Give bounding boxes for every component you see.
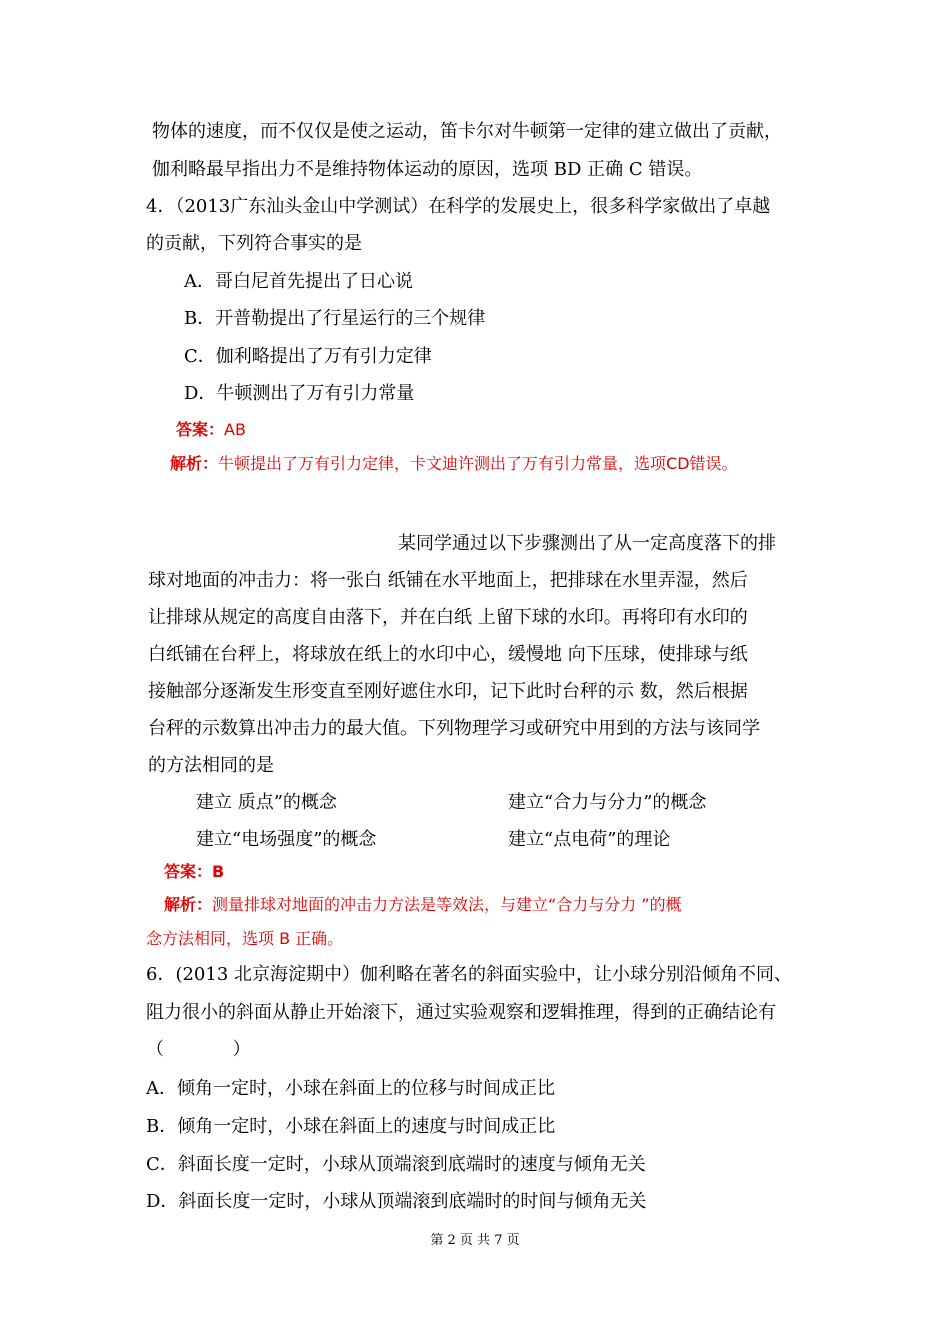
q5-stem-line-2: 球对地面的冲击力：将一张白 纸铺在水平地面上，把排球在水里弄湿，然后: [148, 570, 748, 591]
q4-analysis: [170, 452, 738, 476]
q4-answer-value: AB: [224, 420, 246, 439]
q4-stem-line-1: 4．（2013广东汕头金山中学测试）在科学的发展史上，很多科学家做出了卓越: [146, 196, 771, 217]
q4-option-d: D．牛顿测出了万有引力常量: [184, 383, 415, 404]
q4-option-b: B．开普勒提出了行星运行的三个规律: [184, 308, 486, 329]
q4-option-a: A．哥白尼首先提出了日心说: [184, 271, 413, 292]
q6-option-a: A．倾角一定时，小球在斜面上的位移与时间成正比: [146, 1078, 555, 1099]
q6-option-c: C．斜面长度一定时，小球从顶端滚到底端时的速度与倾角无关: [146, 1154, 646, 1175]
q5-stem-line-7: 的方法相同的是: [148, 755, 274, 776]
q5-option-3: 建立“电场强度”的概念: [196, 829, 377, 850]
q6-answer-blank: （ ）: [146, 1039, 251, 1060]
q4-analysis-text: 牛顿提出了万有引力定律，卡文迪许测出了万有引力常量，选项CD错误。: [218, 454, 738, 473]
page-number: 第 2 页 共 7 页: [430, 1233, 520, 1248]
q5-stem-line-5: 接触部分逐渐发生形变直至刚好遮住水印，记下此时台秤的示 数，然后根据: [148, 681, 748, 702]
q4-stem-line-2: 的贡献，下列符合事实的是: [146, 233, 362, 254]
intro-line-2: 伽利略最早指出力不是维持物体运动的原因，选项 BD 正确 C 错误。: [152, 159, 703, 180]
q4-answer: [176, 418, 246, 442]
q5-stem-line-4: 白纸铺在台秤上，将球放在纸上的水印中心，缓慢地 向下压球，使排球与纸: [148, 644, 748, 665]
q5-analysis-text-1: 测量排球对地面的冲击力方法是等效法，与建立“合力与分力 ”的概: [212, 895, 682, 914]
q5-analysis-line-1: [164, 893, 682, 917]
q5-stem-line-6: 台秤的示数算出冲击力的最大值。下列物理学习或研究中用到的方法与该同学: [148, 718, 760, 739]
q5-stem-line-1: 某同学通过以下步骤测出了从一定高度落下的排: [398, 533, 776, 554]
q5-option-1: 建立 质点”的概念: [196, 792, 337, 813]
q6-option-d: D．斜面长度一定时，小球从顶端滚到底端时的时间与倾角无关: [146, 1191, 647, 1212]
q4-analysis-label: 解析：: [170, 454, 219, 473]
intro-line-1: 物体的速度，而不仅仅是使之运动，笛卡尔对牛顿第一定律的建立做出了贡献，: [152, 121, 782, 142]
q5-option-2: 建立“合力与分力”的概念: [508, 792, 707, 813]
q5-analysis-line-2: 念方法相同，选项 B 正确。: [146, 929, 344, 948]
q6-option-b: B．倾角一定时，小球在斜面上的速度与时间成正比: [146, 1116, 556, 1137]
q5-stem-line-3: 让排球从规定的高度自由落下，并在白纸 上留下球的水印。再将印有水印的: [148, 607, 748, 628]
q5-answer: [164, 860, 224, 884]
q4-option-c: C．伽利略提出了万有引力定律: [184, 346, 432, 367]
q5-answer-value: B: [212, 862, 225, 881]
q5-answer-label: 答案：: [164, 862, 213, 881]
q6-stem-line-2: 阻力很小的斜面从静止开始滚下，通过实验观察和逻辑推理，得到的正确结论有: [146, 1002, 776, 1023]
q5-option-4: 建立“点电荷”的理论: [508, 829, 671, 850]
q5-analysis-label: 解析：: [164, 895, 213, 914]
q6-stem-line-1: 6．(2013 北京海淀期中）伽利略在著名的斜面实验中，让小球分别沿倾角不同、: [146, 964, 793, 985]
q4-answer-label: 答案：: [176, 420, 225, 439]
